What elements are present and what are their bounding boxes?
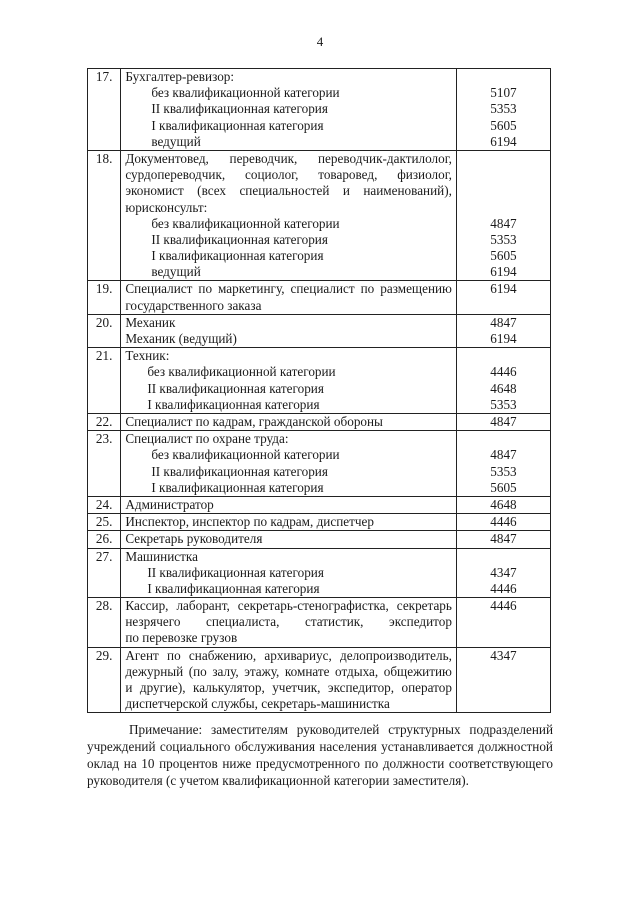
salary-value: 4847 [490, 314, 517, 330]
salary-value: 5353 [490, 463, 517, 479]
row-number: 27. [88, 548, 121, 598]
table-row [88, 69, 551, 151]
salary-value [457, 298, 550, 314]
description-line: по перевозке грузов [125, 630, 238, 646]
page-number: 4 [316, 34, 324, 49]
description-line: I квалификационная категория [151, 248, 324, 264]
description-line: II квалификационная категория [147, 564, 324, 580]
description-line: Инспектор, инспектор по кадрам, диспетчер [125, 514, 374, 530]
salary-value: 6194 [490, 281, 517, 297]
description-line: Техник: [125, 348, 170, 364]
position-description [121, 413, 457, 430]
position-description [121, 69, 457, 151]
description-line: I квалификационная категория [151, 479, 324, 495]
footnote-text: Примечание: заместителям руководителей структурных подразделений учреждений социального обслуживания населения устанавливается должностной оклад на 10 процентов ниже предусмотренного по должности соответствующего руководителя (с учетом квалификационной категории заместителя). [87, 722, 553, 788]
row-number: 25. [88, 514, 121, 531]
salary-value: 5605 [490, 479, 517, 495]
description-line: Специалист по кадрам, гражданской обороны [125, 413, 383, 429]
position-description [121, 647, 457, 713]
description-line: экономист (всех специальностей и наименований), [125, 183, 452, 199]
salary-value: 5605 [490, 117, 517, 133]
table-row [88, 598, 551, 648]
position-description [121, 281, 457, 314]
row-number: 18. [88, 150, 121, 281]
description-line: без квалификационной категории [151, 215, 340, 231]
salary-value: 4446 [490, 514, 517, 530]
table-row [88, 647, 551, 713]
salary-values [456, 413, 550, 430]
salary-value: 5605 [490, 248, 517, 264]
position-description [121, 531, 457, 548]
description-line: диспетчерской службы, секретарь-машинистка [125, 696, 390, 712]
description-line: Специалист по маркетингу, специалист по размещению [125, 281, 452, 297]
salary-value [457, 151, 550, 167]
salary-values [456, 431, 550, 497]
salary-values [456, 314, 550, 347]
salary-value [457, 680, 550, 696]
description-line: сурдопереводчик, социолог, товаровед, физиолог, [125, 167, 452, 183]
description-line: и другие), калькулятор, учетчик, экспедитор, оператор [125, 680, 452, 695]
row-number: 21. [88, 348, 121, 414]
salary-values [456, 496, 550, 513]
salary-value: 4648 [490, 496, 517, 512]
salary-value [457, 664, 550, 680]
description-line: Агент по снабжению, архивариус, делопроизводитель, [125, 647, 452, 663]
description-line: I квалификационная категория [151, 117, 324, 133]
position-description [121, 150, 457, 281]
table-row [88, 413, 551, 430]
row-number: 20. [88, 314, 121, 347]
salary-value: 4446 [490, 580, 517, 596]
description-line: II квалификационная категория [147, 380, 324, 396]
salary-value [457, 630, 550, 646]
description-line: незрячего специалиста, статистик, экспедитор [125, 614, 452, 630]
description-line: без квалификационной категории [151, 447, 340, 463]
salary-value: 4847 [490, 413, 517, 429]
salary-table [87, 68, 551, 713]
table-row [88, 150, 551, 281]
salary-values [456, 598, 550, 648]
position-description [121, 431, 457, 497]
position-description [121, 348, 457, 414]
table-row [88, 281, 551, 314]
salary-values [456, 647, 550, 713]
description-line: Специалист по охране труда: [125, 431, 289, 447]
salary-value [457, 431, 550, 447]
description-line: дежурный (по залу, этажу, комнате отдыха, общежитию [125, 663, 452, 679]
description-line: II квалификационная категория [151, 463, 328, 479]
table-row [88, 348, 551, 414]
row-number: 17. [88, 69, 121, 151]
salary-values [456, 150, 550, 281]
salary-value: 4347 [490, 647, 517, 663]
salary-values [456, 281, 550, 314]
description-line: Бухгалтер-ревизор: [125, 69, 235, 84]
salary-value [457, 348, 550, 364]
position-description [121, 314, 457, 347]
salary-value: 4648 [490, 380, 517, 396]
table-row [88, 548, 551, 598]
salary-value: 5353 [490, 101, 517, 117]
salary-value [457, 549, 550, 565]
row-number: 23. [88, 431, 121, 497]
salary-value [457, 696, 550, 712]
table-row [88, 531, 551, 548]
description-line: ведущий [151, 133, 201, 149]
description-line: II квалификационная категория [151, 231, 328, 247]
description-line: без квалификационной категории [151, 85, 340, 101]
description-line: Документовед, переводчик, переводчик-дактилолог, [125, 150, 452, 166]
salary-value: 4847 [490, 215, 517, 231]
description-line: государственного заказа [125, 297, 262, 313]
description-line: Механик (ведущий) [125, 331, 237, 346]
row-number: 22. [88, 413, 121, 430]
salary-values [456, 514, 550, 531]
row-number: 29. [88, 647, 121, 713]
salary-value [457, 200, 550, 216]
description-line: Администратор [125, 496, 214, 512]
salary-value: 4446 [490, 598, 517, 614]
salary-value [457, 69, 550, 85]
position-description [121, 514, 457, 531]
description-line: Кассир, лаборант, секретарь-стенографистка, секретарь [125, 598, 452, 614]
salary-value [457, 167, 550, 183]
position-description [121, 598, 457, 648]
description-line: Секретарь руководителя [125, 531, 263, 547]
position-description [121, 548, 457, 598]
position-description [121, 496, 457, 513]
row-number: 24. [88, 496, 121, 513]
table-row [88, 514, 551, 531]
footnote [87, 721, 553, 789]
salary-value: 5353 [490, 231, 517, 247]
row-number: 19. [88, 281, 121, 314]
description-line: ведущий [151, 264, 201, 280]
table-row [88, 496, 551, 513]
description-line: I квалификационная категория [147, 396, 320, 412]
table-row [88, 314, 551, 347]
salary-value: 4847 [490, 531, 517, 547]
salary-values [456, 531, 550, 548]
salary-value: 4446 [490, 364, 517, 380]
salary-value: 5353 [490, 396, 517, 412]
salary-value: 6194 [490, 264, 517, 280]
description-line: Машинистка [125, 548, 198, 564]
table-row [88, 431, 551, 497]
salary-value [457, 183, 550, 199]
salary-value: 4847 [490, 447, 517, 463]
description-line: юрисконсульт: [125, 199, 208, 215]
description-line: II квалификационная категория [151, 101, 328, 117]
salary-value [457, 614, 550, 630]
salary-values [456, 348, 550, 414]
salary-values [456, 548, 550, 598]
salary-value: 5107 [490, 85, 517, 101]
row-number: 26. [88, 531, 121, 548]
description-line: I квалификационная категория [147, 580, 320, 596]
salary-value: 6194 [490, 331, 517, 346]
description-line: Механик [125, 314, 176, 330]
description-line: без квалификационной категории [147, 364, 336, 380]
salary-value: 4347 [490, 564, 517, 580]
salary-values [456, 69, 550, 151]
row-number: 28. [88, 598, 121, 648]
salary-table-body [88, 69, 551, 713]
salary-value: 6194 [490, 133, 517, 149]
